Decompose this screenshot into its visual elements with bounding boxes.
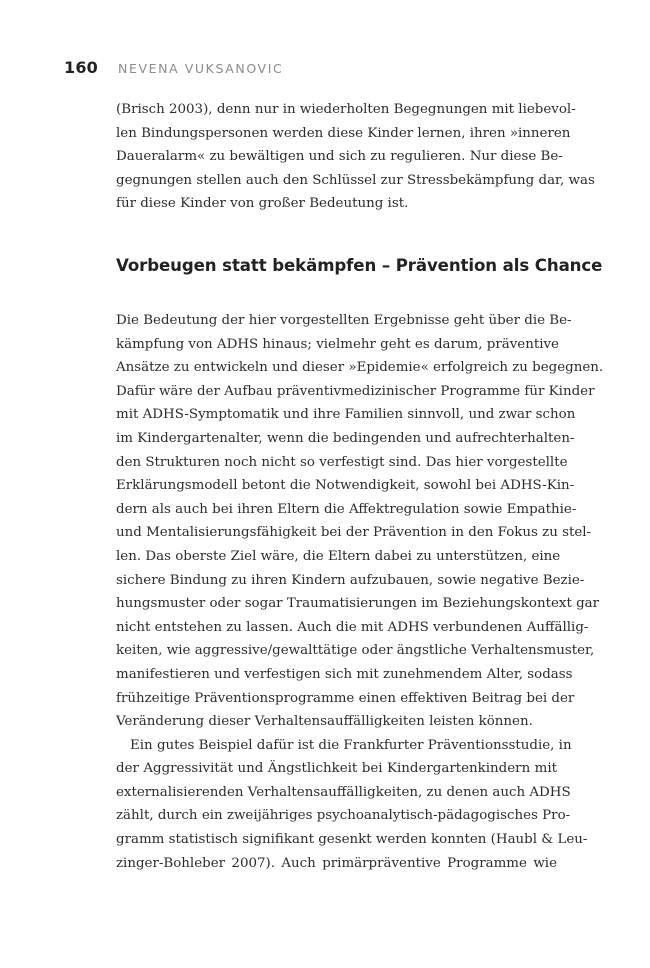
text-line: frühzeitige Präventionsprogramme einen effektiven Beitrag bei der xyxy=(116,690,575,706)
text-line: Veränderung dieser Verhaltensauffälligkeiten leisten können. xyxy=(116,714,533,730)
text-line: externalisierenden Verhaltensauffälligkeiten, zu denen auch ADHS xyxy=(116,784,571,800)
text-line: den Strukturen noch nicht so verfestigt sind. Das hier vorgestellte xyxy=(116,454,568,470)
text-line: Ein gutes Beispiel dafür ist die Frankfurter Präventionsstudie, in xyxy=(130,737,572,753)
text-line: dern als auch bei ihren Eltern die Affektregulation sowie Empathie- xyxy=(116,501,577,517)
text-line: zählt, durch ein zweijähriges psychoanalytisch-pädagogisches Pro- xyxy=(116,808,571,824)
text-line: im Kindergartenalter, wenn die bedingenden und aufrechterhalten- xyxy=(116,430,575,446)
text-line: Erklärungsmodell betont die Notwendigkeit, sowohl bei ADHS-Kin- xyxy=(116,478,575,494)
running-head-author: NEVENA VUKSANOVIC xyxy=(118,61,284,76)
intro-paragraph xyxy=(116,98,595,216)
text-line: sichere Bindung zu ihren Kindern aufzubauen, sowie negative Bezie- xyxy=(116,572,585,588)
text-line: Dafür wäre der Aufbau präventivmedizinischer Programme für Kinder xyxy=(116,383,595,399)
text-line: manifestieren und verfestigen sich mit zunehmendem Alter, sodass xyxy=(116,666,573,682)
text-line: Die Bedeutung der hier vorgestellten Ergebnisse geht über die Be- xyxy=(116,313,572,328)
text-line: len. Das oberste Ziel wäre, die Eltern dabei zu unterstützen, eine xyxy=(116,548,561,564)
text-line: gramm statistisch signifikant gesenkt werden konnten (Haubl & Leu- xyxy=(116,832,588,848)
text-line: (Brisch 2003), denn nur in wiederholten Begegnungen mit liebevol- xyxy=(116,102,576,117)
text-line: für diese Kinder von großer Bedeutung ist. xyxy=(116,196,409,212)
text-line: Ansätze zu entwickeln und dieser »Epidemie« erfolgreich zu begegnen. xyxy=(116,360,604,376)
running-head xyxy=(64,58,283,77)
text-line: der Aggressivität und Ängstlichkeit bei Kindergartenkindern mit xyxy=(116,761,557,777)
page-number: 160 xyxy=(64,58,98,77)
text-line: kämpfung von ADHS hinaus; vielmehr geht es darum, präventive xyxy=(116,336,559,352)
section-heading: Vorbeugen statt bekämpfen – Prävention als Chance xyxy=(116,256,603,275)
text-line: mit ADHS-Symptomatik und ihre Familien sinnvoll, und zwar schon xyxy=(116,407,576,423)
text-line: keiten, wie aggressive/gewalttätige oder ängstliche Verhaltensmuster, xyxy=(116,643,595,659)
text-line: nicht entstehen zu lassen. Auch die mit ADHS verbundenen Auffällig- xyxy=(116,619,589,635)
text-line: gegnungen stellen auch den Schlüssel zur Stressbekämpfung dar, was xyxy=(116,172,595,188)
text-line: hungsmuster oder sogar Traumatisierungen im Beziehungskontext gar xyxy=(116,596,600,612)
text-line: Daueralarm« zu bewältigen und sich zu regulieren. Nur diese Be- xyxy=(116,149,563,165)
section-body xyxy=(116,309,604,875)
text-line: zinger-Bohleber 2007). Auch primärpräventive Programme wie xyxy=(116,855,557,871)
text-line: und Mentalisierungsfähigkeit bei der Prävention in den Fokus zu stel- xyxy=(116,525,592,541)
text-line: len Bindungspersonen werden diese Kinder lernen, ihren »inneren xyxy=(116,125,571,141)
